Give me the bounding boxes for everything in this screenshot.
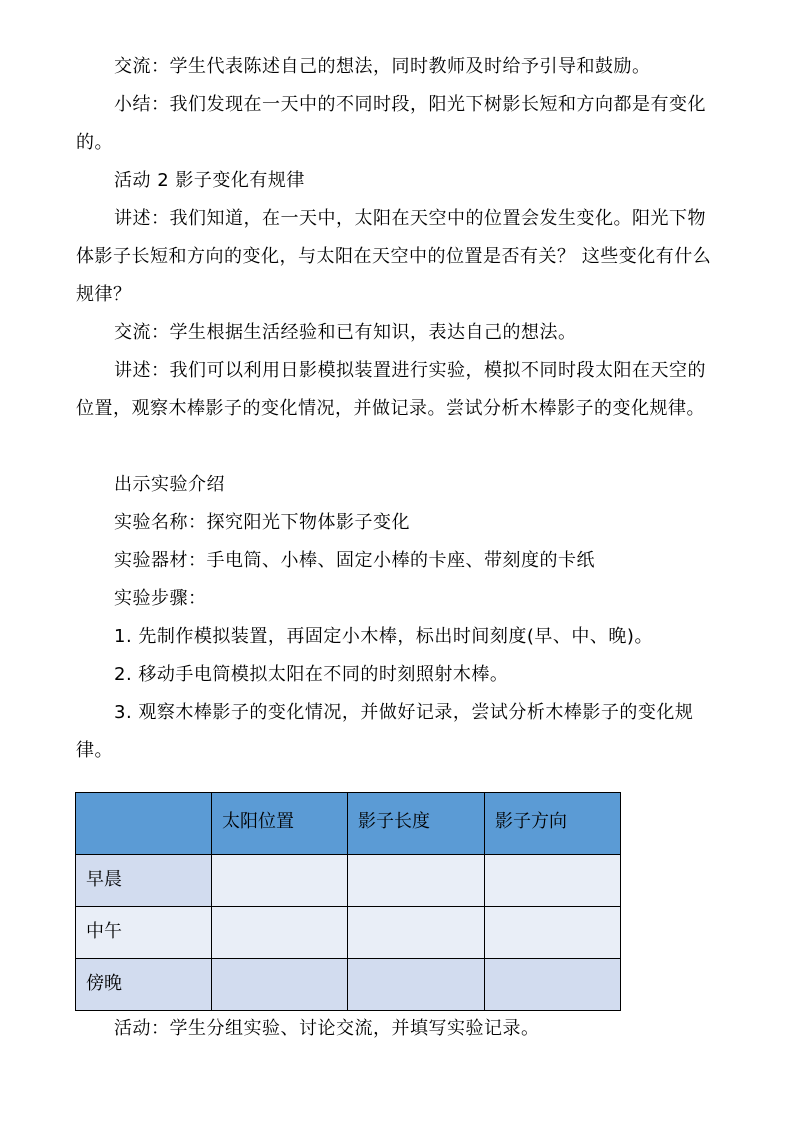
table-header-cell: 影子长度 [348,793,485,855]
table-cell [212,907,348,959]
table-cell [485,959,621,1011]
closing-activity: 活动：学生分组实验、讨论交流，并填写实验记录。 [114,1018,540,1039]
activity-heading: 活动 2 影子变化有规律 [114,170,305,191]
table-cell [212,959,348,1011]
experiment-name: 实验名称：探究阳光下物体影子变化 [114,512,410,533]
table-row [76,907,621,959]
table-row [76,959,621,1011]
table-cell [485,907,621,959]
experiment-step-3: 3. 观察木棒影子的变化情况，并做好记录，尝试分析木棒影子的变化规律。 [76,702,694,761]
paragraph-narration-1: 讲述：我们知道，在一天中，太阳在天空中的位置会发生变化。阳光下物体影子长短和方向的变化，与太阳在天空中的位置是否有关？ 这些变化有什么规律？ [76,208,712,305]
table-row-label: 中午 [76,907,212,959]
paragraph-exchange-2: 交流：学生根据生活经验和已有知识，表达自己的想法。 [114,322,577,343]
paragraph-exchange-1: 交流：学生代表陈述自己的想法，同时教师及时给予引导和鼓励。 [114,56,651,77]
table-header-cell: 影子方向 [485,793,621,855]
experiment-step-1: 1. 先制作模拟装置，再固定小木棒，标出时间刻度(早、中、晚)。 [114,626,653,647]
table-cell [348,855,485,907]
table-header-cell: 太阳位置 [212,793,348,855]
table-row [76,855,621,907]
table-cell [348,959,485,1011]
experiment-steps-label: 实验步骤： [114,588,207,609]
table-row-label: 早晨 [76,855,212,907]
experiment-intro-heading: 出示实验介绍 [114,474,225,495]
table-cell [348,907,485,959]
table-header-cell [76,793,212,855]
paragraph-summary: 小结：我们发现在一天中的不同时段，阳光下树影长短和方向都是有变化的。 [76,94,706,153]
table-header-row [76,793,621,855]
paragraph-narration-2: 讲述：我们可以利用日影模拟装置进行实验，模拟不同时段太阳在天空的位置，观察木棒影子的变化情况，并做记录。尝试分析木棒影子的变化规律。 [76,360,706,419]
table-cell [485,855,621,907]
table-row-label: 傍晚 [76,959,212,1011]
experiment-step-2: 2. 移动手电筒模拟太阳在不同的时刻照射木棒。 [114,664,509,685]
experiment-equipment: 实验器材：手电筒、小棒、固定小棒的卡座、带刻度的卡纸 [114,550,595,571]
table-cell [212,855,348,907]
experiment-record-table [75,792,621,1011]
